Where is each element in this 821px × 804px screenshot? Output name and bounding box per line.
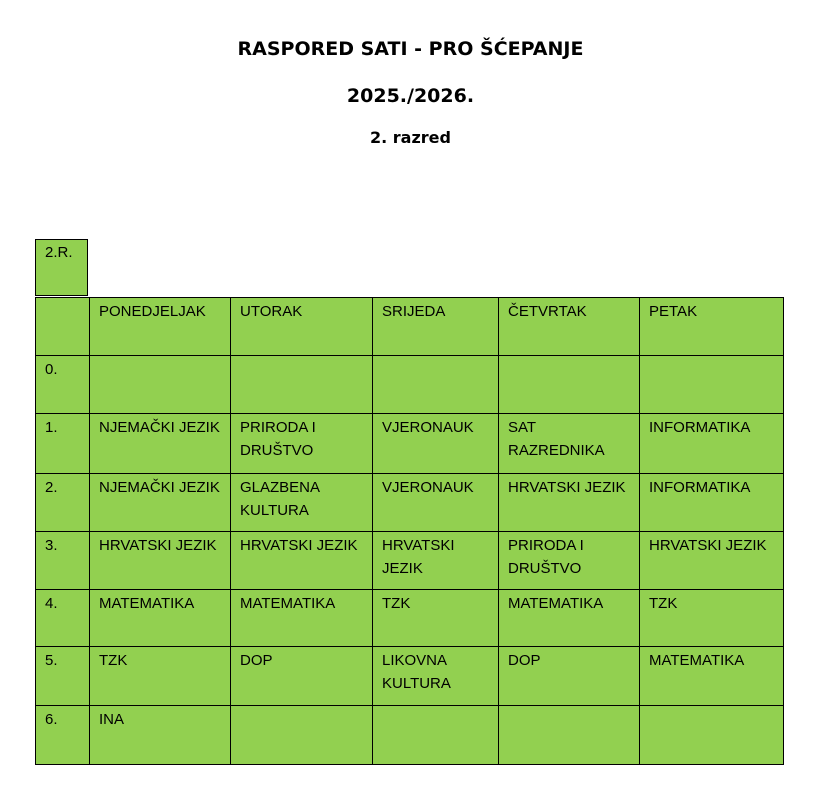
- day-header-cell: PONEDJELJAK: [90, 298, 231, 356]
- subject-cell: VJERONAUK: [373, 474, 499, 532]
- table-row: [36, 532, 784, 590]
- subject-cell: DOP: [499, 647, 640, 706]
- subject-cell: [640, 356, 784, 414]
- subject-cell: HRVATSKI JEZIK: [373, 532, 499, 590]
- period-number: 1.: [36, 414, 90, 474]
- class-corner-cell: [35, 239, 88, 296]
- day-header-cell: UTORAK: [231, 298, 373, 356]
- subject-cell: PRIRODA I DRUŠTVO: [499, 532, 640, 590]
- subject-cell: MATEMATIKA: [640, 647, 784, 706]
- subject-cell: MATEMATIKA: [499, 590, 640, 647]
- subject-cell: LIKOVNA KULTURA: [373, 647, 499, 706]
- subject-cell: INA: [90, 706, 231, 765]
- subject-cell: [231, 706, 373, 765]
- period-number: 2.: [36, 474, 90, 532]
- subject-cell: [373, 706, 499, 765]
- day-header-row: [36, 298, 784, 356]
- table-row: [36, 647, 784, 706]
- period-number: 4.: [36, 590, 90, 647]
- subject-cell: HRVATSKI JEZIK: [90, 532, 231, 590]
- subject-cell: [499, 356, 640, 414]
- grade-label: 2. razred: [370, 128, 451, 147]
- subject-cell: MATEMATIKA: [231, 590, 373, 647]
- table-row: [36, 414, 784, 474]
- subject-cell: [90, 356, 231, 414]
- empty-header-cell: [36, 298, 90, 356]
- period-number: 5.: [36, 647, 90, 706]
- subject-cell: VJERONAUK: [373, 414, 499, 474]
- subject-cell: [373, 356, 499, 414]
- subject-cell: TZK: [90, 647, 231, 706]
- timetable: [35, 297, 784, 765]
- day-header-cell: SRIJEDA: [373, 298, 499, 356]
- day-header-cell: ČETVRTAK: [499, 298, 640, 356]
- period-number: 3.: [36, 532, 90, 590]
- class-label: 2.R.: [45, 244, 73, 261]
- subject-cell: HRVATSKI JEZIK: [640, 532, 784, 590]
- table-row: [36, 706, 784, 765]
- subject-cell: GLAZBENA KULTURA: [231, 474, 373, 532]
- subject-cell: INFORMATIKA: [640, 474, 784, 532]
- subject-cell: TZK: [373, 590, 499, 647]
- table-row: [36, 474, 784, 532]
- subject-cell: PRIRODA I DRUŠTVO: [231, 414, 373, 474]
- day-header-cell: PETAK: [640, 298, 784, 356]
- subject-cell: NJEMAČKI JEZIK: [90, 474, 231, 532]
- period-number: 0.: [36, 356, 90, 414]
- table-row: [36, 356, 784, 414]
- table-row: [36, 590, 784, 647]
- subject-cell: SAT RAZREDNIKA: [499, 414, 640, 474]
- subject-cell: [231, 356, 373, 414]
- subject-cell: INFORMATIKA: [640, 414, 784, 474]
- subject-cell: HRVATSKI JEZIK: [231, 532, 373, 590]
- subject-cell: MATEMATIKA: [90, 590, 231, 647]
- subject-cell: HRVATSKI JEZIK: [499, 474, 640, 532]
- subject-cell: [499, 706, 640, 765]
- schedule-title: RASPORED SATI - PRO ŠĆEPANJE: [237, 38, 584, 60]
- subject-cell: DOP: [231, 647, 373, 706]
- subject-cell: NJEMAČKI JEZIK: [90, 414, 231, 474]
- subject-cell: TZK: [640, 590, 784, 647]
- school-year: 2025./2026.: [346, 85, 475, 107]
- subject-cell: [640, 706, 784, 765]
- period-number: 6.: [36, 706, 90, 765]
